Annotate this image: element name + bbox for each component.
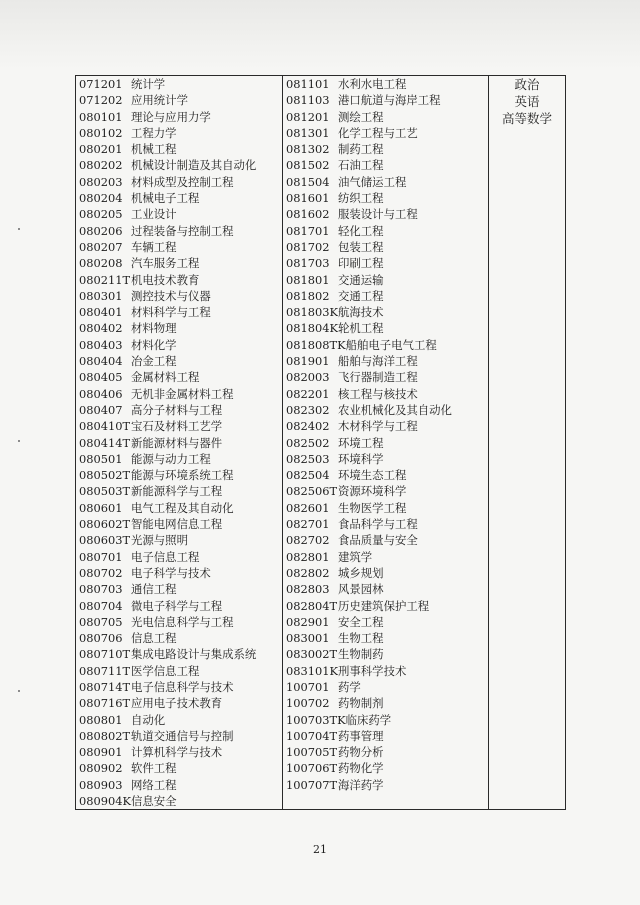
major-row [79, 255, 280, 271]
major-row [286, 418, 486, 434]
major-code: 080202 [79, 158, 123, 173]
major-name: 水利水电工程 [338, 77, 407, 91]
major-name: 新能源科学与工程 [131, 484, 223, 499]
major-row [286, 369, 486, 385]
major-code: 080211T [79, 272, 131, 287]
major-name: 航海技术 [338, 305, 384, 320]
major-name: 过程装备与控制工程 [131, 223, 234, 238]
major-name: 材料成型及控制工程 [131, 174, 234, 189]
major-name: 临床药学 [345, 712, 392, 727]
major-name: 测控技术与仪器 [131, 288, 211, 303]
major-code: 081201 [286, 109, 330, 124]
major-name: 城乡规划 [338, 565, 384, 580]
major-row [79, 223, 280, 239]
major-code: 081602 [286, 207, 330, 222]
major-code: 100701 [286, 679, 330, 694]
major-code: 081301 [286, 125, 330, 140]
major-row [286, 239, 486, 255]
major-code: 082402 [286, 419, 330, 434]
major-row [286, 451, 486, 467]
major-name: 船舶电子电气工程 [345, 337, 437, 352]
major-code: 082803 [286, 582, 330, 597]
major-name: 材料化学 [131, 337, 177, 352]
major-name: 通信工程 [131, 582, 177, 597]
page-top-shade [0, 0, 640, 70]
major-row [79, 239, 280, 255]
major-code: 080710T [79, 647, 131, 662]
exam-subject: 政治 [514, 77, 540, 92]
major-name: 宝石及材料工艺学 [131, 419, 223, 434]
major-name: 环境工程 [338, 435, 384, 450]
major-row [286, 157, 486, 173]
major-row [286, 598, 486, 614]
major-code: 080405 [79, 370, 123, 385]
major-code: 080714T [79, 679, 131, 694]
major-name: 药物制剂 [338, 696, 384, 711]
major-row [79, 125, 280, 141]
major-row [286, 565, 486, 581]
major-row [286, 483, 486, 499]
major-name: 食品质量与安全 [338, 533, 418, 548]
major-name: 信息安全 [131, 794, 177, 809]
major-code: 080904K [79, 794, 131, 809]
major-row [79, 288, 280, 304]
major-code: 080206 [79, 223, 123, 238]
major-code: 080102 [79, 125, 123, 140]
major-row [79, 304, 280, 320]
major-code: 080601 [79, 500, 123, 515]
major-code: 082701 [286, 517, 330, 532]
major-name: 建筑学 [338, 549, 373, 564]
major-row [79, 369, 280, 385]
major-name: 机械电子工程 [131, 191, 200, 206]
major-row [286, 614, 486, 630]
major-code: 081701 [286, 223, 330, 238]
major-code: 080704 [79, 598, 123, 613]
major-row [286, 125, 486, 141]
major-code: 080204 [79, 191, 123, 206]
major-name: 电气工程及其自动化 [131, 500, 234, 515]
major-row [79, 679, 280, 695]
major-code: 081103 [286, 93, 330, 108]
major-code: 081703 [286, 256, 330, 271]
major-row [286, 435, 486, 451]
major-name: 材料科学与工程 [131, 305, 211, 320]
major-row [79, 451, 280, 467]
major-row [286, 549, 486, 565]
major-name: 轮机工程 [338, 321, 384, 336]
exam-subject: 高等数学 [501, 111, 552, 126]
major-code: 080602T [79, 517, 131, 532]
major-row [286, 92, 486, 108]
major-name: 港口航道与海岸工程 [338, 93, 441, 108]
major-name: 电子科学与技术 [131, 565, 211, 580]
major-name: 工程力学 [131, 125, 177, 140]
major-name: 网络工程 [131, 777, 177, 792]
major-code: 082801 [286, 549, 330, 564]
major-name: 制药工程 [338, 142, 384, 157]
major-row [286, 190, 486, 206]
major-code: 071202 [79, 93, 123, 108]
major-name: 交通工程 [338, 288, 384, 303]
major-row [79, 320, 280, 336]
major-name: 海洋药学 [338, 777, 384, 792]
major-name: 软件工程 [131, 761, 177, 776]
major-row [286, 76, 486, 92]
major-name: 统计学 [131, 77, 166, 91]
major-name: 核工程与核技术 [338, 386, 418, 401]
major-code: 100704T [286, 728, 338, 743]
major-row [79, 402, 280, 418]
major-name: 历史建筑保护工程 [338, 598, 430, 613]
major-name: 冶金工程 [131, 354, 177, 369]
major-name: 包装工程 [338, 239, 384, 254]
major-code: 082804T [286, 598, 338, 613]
major-row [286, 630, 486, 646]
major-code: 082504 [286, 468, 330, 483]
major-name: 医学信息工程 [131, 663, 200, 678]
major-code: 082802 [286, 565, 330, 580]
major-name: 服装设计与工程 [338, 207, 418, 222]
major-row [286, 402, 486, 418]
major-row [286, 272, 486, 288]
major-code: 071201 [79, 77, 123, 91]
major-name: 刑事科学技术 [338, 663, 407, 678]
major-code: 081601 [286, 191, 330, 206]
major-code: 080401 [79, 305, 123, 320]
major-name: 工业设计 [131, 207, 177, 222]
major-row [79, 760, 280, 776]
major-name: 应用统计学 [131, 93, 188, 108]
major-code: 082601 [286, 500, 330, 515]
major-name: 船舶与海洋工程 [338, 354, 418, 369]
major-code: 100703TK [286, 712, 346, 727]
major-name: 生物制药 [338, 647, 384, 662]
major-name: 安全工程 [338, 614, 384, 629]
major-name: 风景园林 [338, 582, 384, 597]
major-row [79, 206, 280, 222]
major-name: 新能源材料与器件 [131, 435, 223, 450]
major-name: 环境生态工程 [338, 468, 407, 483]
major-row [286, 255, 486, 271]
major-row [79, 174, 280, 190]
major-row [79, 76, 280, 92]
major-name: 能源与动力工程 [131, 451, 211, 466]
major-code: 082901 [286, 614, 330, 629]
major-code: 080701 [79, 549, 123, 564]
major-row [79, 157, 280, 173]
major-code: 081302 [286, 142, 330, 157]
major-name: 理论与应用力学 [131, 109, 211, 124]
major-name: 药物化学 [338, 761, 384, 776]
major-name: 食品科学与工程 [338, 517, 418, 532]
major-row [79, 532, 280, 548]
major-row [79, 435, 280, 451]
major-code: 100702 [286, 696, 330, 711]
major-row [286, 679, 486, 695]
major-name: 电子信息工程 [131, 549, 200, 564]
major-row [79, 581, 280, 597]
major-name: 环境科学 [338, 451, 384, 466]
major-code: 082003 [286, 370, 330, 385]
major-name: 药事管理 [338, 728, 384, 743]
major-name: 机械设计制造及其自动化 [131, 158, 257, 173]
major-code: 080902 [79, 761, 123, 776]
major-row [286, 500, 486, 516]
major-code: 082503 [286, 451, 330, 466]
major-row [79, 483, 280, 499]
major-name: 交通运输 [338, 272, 384, 287]
major-code: 081702 [286, 239, 330, 254]
major-code: 080901 [79, 745, 123, 760]
major-row [79, 695, 280, 711]
major-row [79, 630, 280, 646]
majors-column-1 [76, 76, 283, 810]
major-row [79, 516, 280, 532]
major-name: 计算机科学与技术 [131, 745, 223, 760]
major-row [79, 500, 280, 516]
major-code: 080603T [79, 533, 131, 548]
major-row [286, 206, 486, 222]
major-name: 材料物理 [131, 321, 177, 336]
major-code: 080702 [79, 565, 123, 580]
major-code: 080406 [79, 386, 123, 401]
majors-column-2 [283, 76, 489, 810]
major-name: 智能电网信息工程 [131, 517, 223, 532]
major-name: 光源与照明 [131, 533, 188, 548]
major-name: 无机非金属材料工程 [131, 386, 234, 401]
major-name: 农业机械化及其自动化 [338, 402, 452, 417]
major-code: 080903 [79, 777, 123, 792]
major-row [286, 386, 486, 402]
major-name: 光电信息科学与工程 [131, 614, 234, 629]
major-code: 080705 [79, 614, 123, 629]
major-code: 100705T [286, 745, 338, 760]
major-name: 汽车服务工程 [131, 256, 200, 271]
major-code: 080414T [79, 435, 131, 450]
major-row [286, 646, 486, 662]
major-row [286, 304, 486, 320]
major-name: 药学 [338, 679, 361, 694]
major-name: 轻化工程 [338, 223, 384, 238]
major-row [79, 663, 280, 679]
major-code: 082201 [286, 386, 330, 401]
major-row [79, 549, 280, 565]
major-name: 油气储运工程 [338, 174, 407, 189]
major-code: 080403 [79, 337, 123, 352]
major-code: 080502T [79, 468, 131, 483]
major-code: 080301 [79, 288, 123, 303]
major-row [286, 353, 486, 369]
major-name: 能源与环境系统工程 [131, 468, 234, 483]
major-row [79, 744, 280, 760]
major-code: 081808TK [286, 337, 346, 352]
major-row [286, 663, 486, 679]
major-row [79, 793, 280, 809]
major-name: 纺织工程 [338, 191, 384, 206]
major-row [79, 598, 280, 614]
major-name: 机械工程 [131, 142, 177, 157]
major-row [286, 581, 486, 597]
major-code: 081901 [286, 354, 330, 369]
major-name: 石油工程 [338, 158, 384, 173]
major-code: 080501 [79, 451, 123, 466]
major-code: 080404 [79, 354, 123, 369]
major-row [79, 467, 280, 483]
major-code: 080410T [79, 419, 131, 434]
major-row [286, 712, 486, 728]
major-row [79, 614, 280, 630]
major-row [79, 565, 280, 581]
major-row [79, 418, 280, 434]
major-code: 080407 [79, 402, 123, 417]
major-name: 印刷工程 [338, 256, 384, 271]
major-row [286, 223, 486, 239]
scan-mark [18, 228, 20, 230]
major-row [286, 744, 486, 760]
major-row [79, 646, 280, 662]
major-name: 车辆工程 [131, 239, 177, 254]
major-row [286, 777, 486, 793]
major-code: 080503T [79, 484, 131, 499]
major-name: 木材科学与工程 [338, 419, 418, 434]
major-name: 生物医学工程 [338, 500, 407, 515]
major-code: 080205 [79, 207, 123, 222]
major-row [286, 288, 486, 304]
major-row [286, 337, 486, 353]
major-code: 080201 [79, 142, 123, 157]
major-row [286, 109, 486, 125]
major-code: 080101 [79, 109, 123, 124]
major-code: 100706T [286, 761, 338, 776]
major-name: 资源环境科学 [338, 484, 407, 499]
major-row [286, 320, 486, 336]
major-row [79, 337, 280, 353]
major-name: 生物工程 [338, 631, 384, 646]
major-row [286, 516, 486, 532]
major-code: 082502 [286, 435, 330, 450]
major-code: 080208 [79, 256, 123, 271]
major-row [79, 109, 280, 125]
major-row [286, 695, 486, 711]
major-row [79, 272, 280, 288]
scan-mark [18, 690, 20, 692]
major-name: 飞行器制造工程 [338, 370, 418, 385]
major-code: 080711T [79, 663, 131, 678]
major-row [79, 386, 280, 402]
major-name: 机电技术教育 [131, 272, 200, 287]
major-code: 083101K [286, 663, 338, 678]
major-name: 集成电路设计与集成系统 [131, 647, 257, 662]
major-code: 080801 [79, 712, 123, 727]
major-row [79, 190, 280, 206]
major-name: 化学工程与工艺 [338, 125, 418, 140]
major-code: 081504 [286, 174, 330, 189]
major-name: 测绘工程 [338, 109, 384, 124]
major-code: 080402 [79, 321, 123, 336]
major-row [79, 141, 280, 157]
major-row [286, 467, 486, 483]
major-row [79, 353, 280, 369]
major-code: 081502 [286, 158, 330, 173]
major-code: 082702 [286, 533, 330, 548]
exam-subjects-cell [489, 76, 566, 810]
major-code: 081802 [286, 288, 330, 303]
major-code: 081801 [286, 272, 330, 287]
major-row [286, 728, 486, 744]
major-name: 药物分析 [338, 745, 384, 760]
major-code: 080207 [79, 239, 123, 254]
major-row [79, 712, 280, 728]
scan-mark [18, 440, 20, 442]
major-row [286, 141, 486, 157]
major-name: 应用电子技术教育 [131, 696, 223, 711]
major-code: 080716T [79, 696, 131, 711]
major-code: 081803K [286, 305, 338, 320]
major-name: 金属材料工程 [131, 370, 200, 385]
major-code: 081101 [286, 77, 330, 91]
major-name: 微电子科学与工程 [131, 598, 223, 613]
exam-subject: 英语 [514, 94, 540, 109]
major-code: 100707T [286, 777, 338, 792]
major-row [79, 728, 280, 744]
major-code: 083002T [286, 647, 338, 662]
major-name: 电子信息科学与技术 [131, 679, 234, 694]
major-code: 080706 [79, 631, 123, 646]
major-row [79, 92, 280, 108]
major-code: 082302 [286, 402, 330, 417]
major-name: 信息工程 [131, 631, 177, 646]
major-code: 082506T [286, 484, 338, 499]
majors-table [75, 75, 566, 810]
major-row [286, 760, 486, 776]
page-number: 21 [313, 843, 327, 856]
major-name: 轨道交通信号与控制 [131, 728, 234, 743]
major-code: 081804K [286, 321, 338, 336]
major-name: 高分子材料与工程 [131, 402, 223, 417]
major-row [79, 777, 280, 793]
major-row [286, 532, 486, 548]
major-code: 080703 [79, 582, 123, 597]
major-code: 080802T [79, 728, 131, 743]
major-code: 083001 [286, 631, 330, 646]
major-name: 自动化 [131, 712, 166, 727]
major-code: 080203 [79, 174, 123, 189]
major-row [286, 174, 486, 190]
